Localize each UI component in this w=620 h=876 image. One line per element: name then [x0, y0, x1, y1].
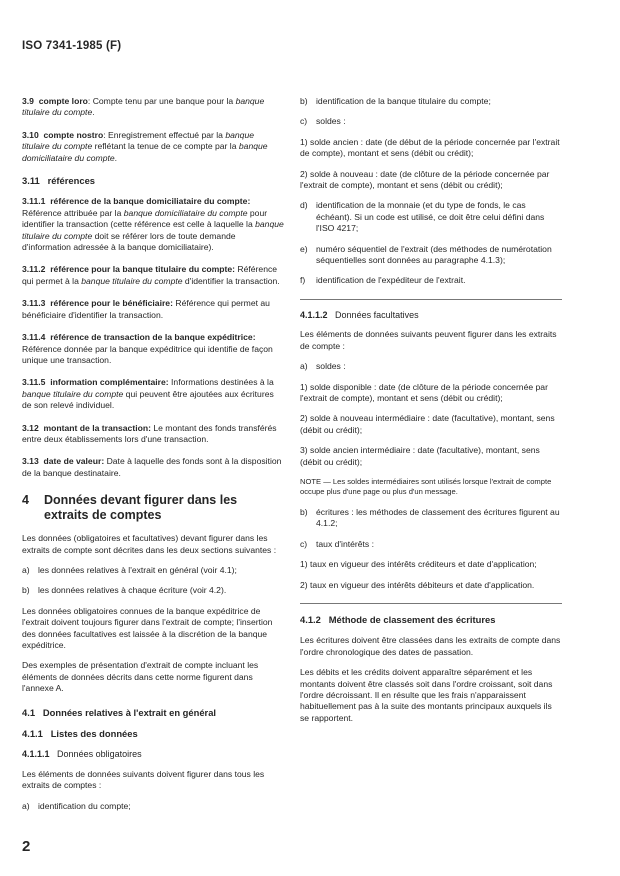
paragraph-mandatory: Les données obligatoires connues de la banque expéditrice de l'extrait doivent toujours figurer dans l'extrait de compte; l'insertion des données facultatives est laissée à la discrétion de la banque expéditrice. — [22, 605, 273, 650]
section-4-1-1-1-heading: 4.1.1.1 Données obligatoires — [22, 749, 142, 760]
list-item: b) écritures : les méthodes de classement des écritures figurent au 4.1.2; — [300, 506, 560, 529]
section-4-heading: 4 Données devant figurer dans les extraits de comptes — [22, 493, 238, 523]
list-item: c) taux d'intérêts : — [300, 538, 375, 549]
sub-list-item: 1) taux en vigueur des intérêts créditeurs et date d'application; — [300, 559, 537, 570]
paragraph-mandatory-list: Les éléments de données suivants doivent figurer dans tous les extraits de comptes : — [22, 768, 265, 791]
sub-list-item: 2) taux en vigueur des intérêts débiteurs et date d'application. — [300, 579, 535, 590]
list-item: a) les données relatives à l'extrait en général (voir 4.1); — [22, 564, 237, 575]
list-item: d) identification de la monnaie (et du type de fonds, le cas échéant). Si un code est utilisé, ce doit être celui défini dans l'ISO 4217; — [300, 200, 545, 234]
definition-3-10: 3.10 compte nostro: Enregistrement effectué par la banque titulaire du compte reflétant la tenue de ce compte par la banque domiciliataire du compte. — [22, 129, 268, 163]
sub-list-item: 2) solde à nouveau : date (de clôture de la période concernée par l'extrait de compte), montant et sens (débit ou crédit); — [300, 168, 550, 191]
list-item: a) soldes : — [300, 361, 346, 372]
paragraph-examples: Des exemples de présentation d'extrait de compte incluant les éléments de données décrits dans cette norme figurent dans l'annexe A. — [22, 660, 259, 694]
section-4-1-1-2-heading: 4.1.1.2 Données facultatives — [300, 309, 419, 320]
definition-3-13: 3.13 date de valeur: Date à laquelle des fonds sont à la disposition de la banque destinataire. — [22, 456, 282, 478]
section-4-1-heading: 4.1 Données relatives à l'extrait en général — [22, 706, 217, 718]
definition-3-11-4: 3.11.4 référence de transaction de la banque expéditrice: Référence donnée par la banque expéditrice qui identifie de façon unique une transaction. — [22, 332, 273, 365]
definition-3-11-5: 3.11.5 information complémentaire: Informations destinées à la banque titulaire du compte qui peuvent être ajoutées aux écritures de son relevé individuel. — [22, 377, 274, 411]
paragraph-chronological: Les écritures doivent être classées dans les extraits de compte dans l'ordre chronologique des dates de passation. — [300, 635, 561, 657]
section-4-1-1-heading: 4.1.1 Listes des données — [22, 728, 138, 740]
paragraph-optional: Les éléments de données suivants peuvent figurer dans les extraits de compte : — [300, 329, 557, 351]
page-number: 2 — [22, 838, 31, 855]
list-item: f) identification de l'expéditeur de l'extrait. — [300, 275, 466, 286]
document-header: ISO 7341-1985 (F) — [22, 40, 122, 52]
section-3-11-heading: 3.11 références — [22, 175, 95, 187]
list-item: e) numéro séquentiel de l'extrait (des méthodes de numérotation séquentielles sont données au paragraphe 4.1.3); — [300, 243, 552, 266]
list-item: b) identification de la banque titulaire du compte; — [300, 96, 491, 106]
sub-list-item: 2) solde à nouveau intermédiaire : date (facultative), montant, sens (débit ou crédit); — [300, 413, 555, 435]
list-item: a) identification du compte; — [22, 800, 131, 811]
list-item: c) soldes : — [300, 116, 346, 127]
definition-3-11-2: 3.11.2 référence pour la banque titulaire du compte: Référence qui permet à la banque titulaire du compte d'identifier la transaction. — [22, 264, 280, 286]
sub-list-item: 3) solde ancien intermédiaire : date (facultative), montant, sens (débit ou crédit); — [300, 445, 540, 467]
list-item: b) les données relatives à chaque écriture (voir 4.2). — [22, 585, 227, 596]
definition-3-9: 3.9 compte loro: Compte tenu par une banque pour la banque titulaire du compte. — [22, 96, 265, 118]
divider — [300, 299, 562, 300]
sub-list-item: 1) solde ancien : date (de début de la période concernée par l'extrait de compte), montant et sens (débit ou crédit); — [300, 136, 560, 159]
left-column — [22, 96, 284, 821]
section-4-1-2-heading: 4.1.2 Méthode de classement des écritures — [300, 613, 496, 625]
sub-list-item: 1) solde disponible : date (de clôture de la période concernée par l'extrait de compte), montant et sens (débit ou crédit); — [300, 381, 548, 403]
definition-3-11-3: 3.11.3 référence pour le bénéficiaire: Référence qui permet au bénéficiaire d'identifier la transaction. — [22, 298, 270, 320]
definition-3-11-1: 3.11.1 référence de la banque domiciliataire du compte: Référence attribuée par la banque domiciliataire du compte pour identifier la transaction (cette référence est celle à laquelle la banque titulaire du compte doit se référer lors de toute demande d'information adressée à la banque domiciliataire). — [22, 196, 284, 253]
divider — [300, 603, 562, 604]
right-column — [300, 96, 562, 733]
definition-3-12: 3.12 montant de la transaction: Le montant des fonds transférés entre deux établissements lors d'une transaction. — [22, 422, 277, 444]
paragraph-intro: Les données (obligatoires et facultatives) devant figurer dans les extraits de compte sont décrites dans les deux sections suivantes : — [22, 533, 277, 555]
paragraph-debits-credits: Les débits et les crédits doivent apparaître séparément et les montants doivent être classés soit dans l'ordre croissant, soit dans l'ordre décroissant. Il en résulte que les frais n'apparaissent habituellement pas à la suite des montants principaux auxquels ils se rapportent. — [300, 667, 553, 723]
note: NOTE — Les soldes intermédiaires sont utilisés lorsque l'extrait de compte occupe plus d'une page ou plus d'un message. — [300, 476, 552, 496]
